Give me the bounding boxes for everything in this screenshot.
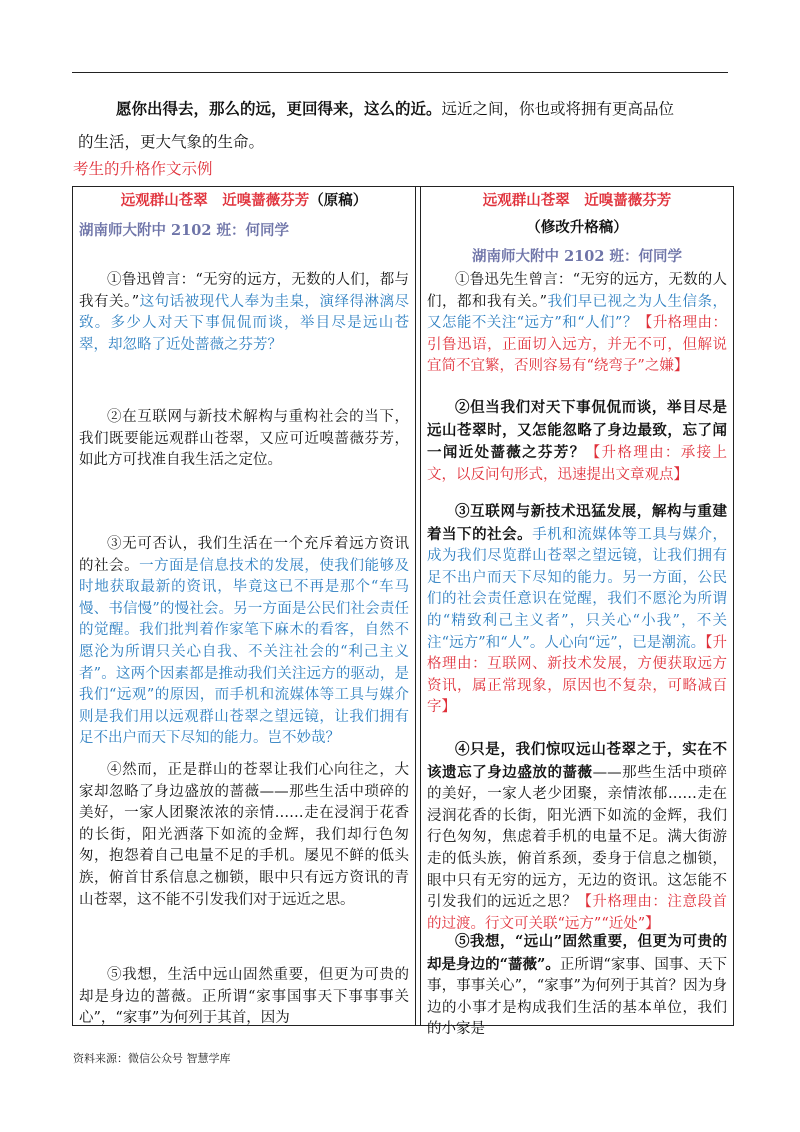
original-title: 远观群山苍翠 近嗅蔷薇芬芳	[120, 192, 310, 209]
original-column	[73, 187, 416, 1026]
original-paragraph-2: ②在互联网与新技术解构与重构社会的当下，我们既要能远观群山苍翠，又应可近嗅蔷薇芬芳，如此方可找准自我生活之定位。	[79, 409, 409, 469]
revised-column	[421, 187, 734, 1038]
revised-title: 远观群山苍翠 近嗅蔷薇芬芳	[482, 192, 672, 209]
original-paragraph-3: ③无可否认，我们生活在一个充斥着远方资讯的社会。一方面是信息技术的发展，使我们能够及时地获取最新的资讯，毕竟这已不再是那个“车马慢、书信慢”的慢社会。另一方面是公民们社会责任的觉醒。我们批判着作家笔下麻木的看客，自然不愿沦为所谓只关心自我、不关注社会的“利己主义者”。这两个因素都是推动我们关注远方的驱动，是我们“远观”的原因，而手机和流媒体等工具与媒介则是我们用以远观群山苍翠之望远镜，让我们拥有足不出户而天下尽知的能力。岂不妙哉？	[79, 536, 410, 747]
intro-normal: 远近之间，你也或将拥有更高品位	[441, 100, 675, 118]
source-footer: 资料来源：微信公众号 智慧学库	[73, 1052, 231, 1065]
section-title: 考生的升格作文示例	[73, 160, 213, 178]
comparison-table	[72, 186, 734, 1038]
original-label: （原稿）	[309, 192, 368, 209]
original-paragraph-1: ①鲁迅曾言：“无穷的远方，无数的人们，都与我有关。”这句话被现代人奉为圭臬，演绎得淋漓尽致。多少人对天下事侃侃而谈，举目尽是远山苍翠，却忽略了近处蔷薇之芬芳？	[79, 272, 409, 353]
revised-paragraph-4: ④只是，我们惊叹远山苍翠之于，实在不该遗忘了身边盛放的蔷薇——那些生活中琐碎的美好，一家人老少团聚，亲情浓郁……走在浸润花香的长街，阳光洒下如流的金辉，我们行色匆匆，焦虑着手机的电量不足。满大街游走的低头族，俯首系颈，委身于信息之枷锁，眼中只有无穷的远方，无边的资讯。这怎能不引发我们的远近之思？【升格理由：注意段首的过渡。行文可关联“远方”“近处”】	[427, 741, 728, 932]
revised-paragraph-3: ③互联网与新技术迅猛发展，解构与重建着当下的社会。手机和流媒体等工具与媒介，成为我们尽览群山苍翠之望远镜，让我们拥有足不出户而天下尽知的能力。另一方面，公民们的社会责任意识在觉醒，我们不愿沦为所谓的“精致利己主义者”，只关心“小我”，不关注“远方”和“人”。人心向“远”，已是潮流。【升格理由：互联网、新技术发展，方便获取远方资讯，属正常现象，原因也不复杂，可略减百字】	[427, 503, 728, 716]
intro-bold: 愿你出得去，那么的远，更回得来，这么的近。	[116, 99, 442, 118]
original-author: 湖南师大附中 2102 班：何同学	[79, 222, 289, 239]
revised-author: 湖南师大附中 2102 班：何同学	[472, 248, 682, 265]
intro-line2: 的生活，更大气象的生命。	[78, 133, 265, 151]
header-rule	[72, 72, 728, 73]
revised-label: （修改升格稿）	[526, 219, 628, 236]
revised-paragraph-5: ⑤我想，“远山”固然重要，但更为可贵的却是身边的“蔷薇”。正所谓“家事、国事、天下事，事事关心”，“家事”为何列于其首？因为身边的小事才是构成我们生活的基本单位，我们的小家是	[427, 933, 727, 1038]
original-paragraph-5: ⑤我想，生活中远山固然重要，但更为可贵的却是身边的蔷薇。正所谓“家事国事天下事事事关心”，“家事”为何列于其首，因为	[79, 967, 409, 1027]
intro-paragraph	[78, 92, 728, 159]
revised-paragraph-2: ②但当我们对天下事侃侃而谈，举目尽是远山苍翠时，又怎能忽略了身边最致，忘了闻一闻近处蔷薇之芬芳？【升格理由：承接上文，以反问句形式，迅速提出文章观点】	[427, 399, 728, 483]
original-paragraph-4: ④然而，正是群山的苍翠让我们心向往之，大家却忽略了身边盛放的蔷薇——那些生活中琐碎的美好，一家人团聚浓浓的亲情……走在浸润于花香的长街，阳光洒落下如流的金辉，我们却行色匆匆，抱怨着自己电量不足的手机。屡见不鲜的低头族，俯首甘系信息之枷锁，眼中只有远方资讯的青山苍翠，这不能不引发我们对于远近之思。	[79, 762, 409, 908]
revised-paragraph-1: ①鲁迅先生曾言：“无穷的远方，无数的人们，都和我有关。”我们早已视之为人生信条，又怎能不关注“远方”和“人们”？【升格理由：引鲁迅语，正面切入远方，并无不可，但解说宜简不宜繁，否则容易有“绕弯子”之嫌】	[427, 272, 728, 375]
